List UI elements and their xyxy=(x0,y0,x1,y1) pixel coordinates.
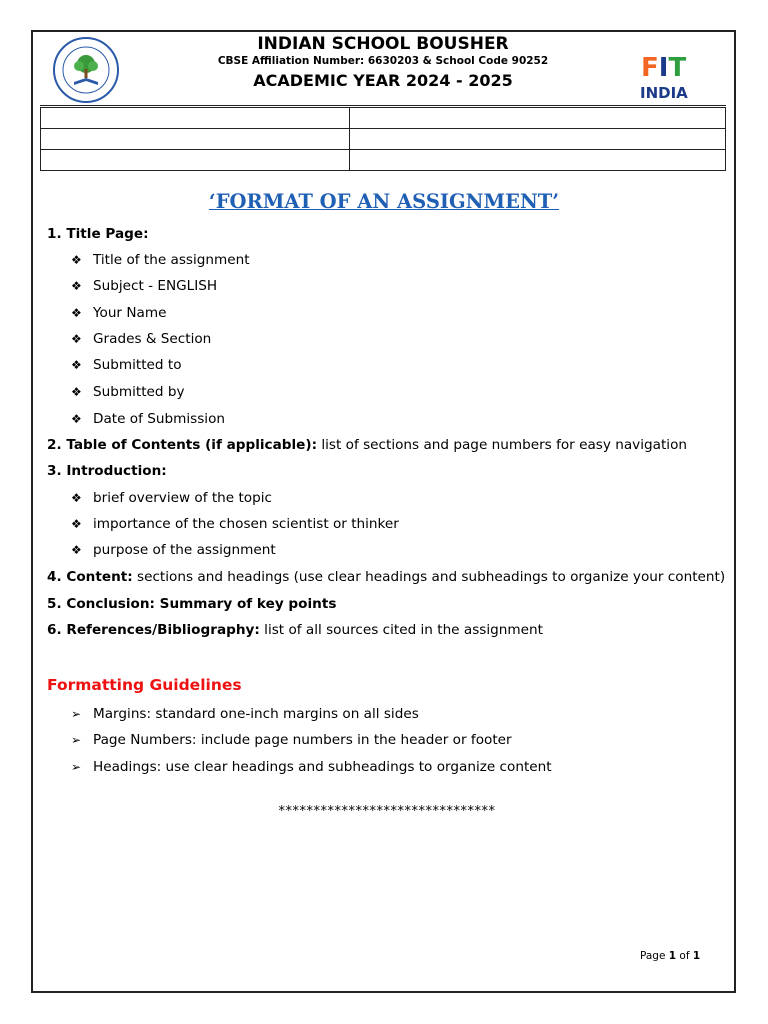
section-heading: 3. Introduction: xyxy=(47,463,167,479)
list-item: ❖ importance of the chosen scientist or thinker xyxy=(71,516,399,532)
list-item: ➢ Page Numbers: include page numbers in the header or footer xyxy=(71,732,512,748)
list-item: ❖ Title of the assignment xyxy=(71,252,250,268)
section-references: 6. References/Bibliography: list of all sources cited in the assignment xyxy=(47,622,543,638)
table-row xyxy=(41,108,726,129)
list-item: ➢ Headings: use clear headings and subheadings to organize content xyxy=(71,759,552,775)
list-item: ❖ Grades & Section xyxy=(71,331,212,347)
school-header xyxy=(40,34,726,106)
list-item: ❖ Your Name xyxy=(71,305,167,321)
arrow-bullet-icon: ➢ xyxy=(71,760,82,774)
page-frame xyxy=(31,30,736,993)
diamond-bullet-icon: ❖ xyxy=(71,412,82,426)
diamond-bullet-icon: ❖ xyxy=(71,517,82,531)
table-cell xyxy=(350,108,726,129)
table-cell xyxy=(350,129,726,150)
academic-year: ACADEMIC YEAR 2024 - 2025 xyxy=(253,71,513,90)
diamond-bullet-icon: ❖ xyxy=(71,385,82,399)
list-item: ❖ Date of Submission xyxy=(71,411,226,427)
formatting-guidelines-heading: Formatting Guidelines xyxy=(47,676,242,694)
diamond-bullet-icon: ❖ xyxy=(71,279,82,293)
section-table-of-contents: 2. Table of Contents (if applicable): list of sections and page numbers for easy navigation xyxy=(47,437,688,453)
list-item: ❖ Submitted to xyxy=(71,357,182,373)
section-title-page xyxy=(47,226,149,242)
diamond-bullet-icon: ❖ xyxy=(71,306,82,320)
table-cell xyxy=(41,129,350,150)
diamond-bullet-icon: ❖ xyxy=(71,358,82,372)
list-item: ❖ Submitted by xyxy=(71,384,185,400)
student-info-table xyxy=(40,107,726,171)
section-heading: 1. Title Page: xyxy=(47,226,149,242)
separator-stars: ******************************* xyxy=(278,804,496,819)
table-row xyxy=(41,129,726,150)
section-introduction xyxy=(47,463,167,479)
section-content: 4. Content: sections and headings (use clear headings and subheadings to organize your content) xyxy=(47,569,726,585)
arrow-bullet-icon: ➢ xyxy=(71,733,82,747)
table-row xyxy=(41,150,726,171)
list-item: ❖ purpose of the assignment xyxy=(71,542,276,558)
affiliation-text: CBSE Affiliation Number: 6630203 & School Code 90252 xyxy=(217,55,549,67)
diamond-bullet-icon: ❖ xyxy=(71,253,82,267)
header-divider xyxy=(40,105,726,106)
school-name: INDIAN SCHOOL BOUSHER xyxy=(257,34,509,54)
fit-india-logo: FIT INDIA xyxy=(640,53,688,102)
list-item: ➢ Margins: standard one-inch margins on all sides xyxy=(71,706,419,722)
list-item: ❖ brief overview of the topic xyxy=(71,490,272,506)
table-cell xyxy=(41,150,350,171)
arrow-bullet-icon: ➢ xyxy=(71,707,82,721)
section-conclusion: 5. Conclusion: Summary of key points xyxy=(47,596,337,612)
page-number: Page 1 of 1 xyxy=(640,950,701,962)
list-item: ❖ Subject - ENGLISH xyxy=(71,278,218,294)
document-title: ‘FORMAT OF AN ASSIGNMENT’ xyxy=(208,190,560,213)
table-cell xyxy=(350,150,726,171)
table-cell xyxy=(41,108,350,129)
diamond-bullet-icon: ❖ xyxy=(71,491,82,505)
diamond-bullet-icon: ❖ xyxy=(71,332,82,346)
fit-india-label: INDIA xyxy=(640,84,688,102)
diamond-bullet-icon: ❖ xyxy=(71,543,82,557)
